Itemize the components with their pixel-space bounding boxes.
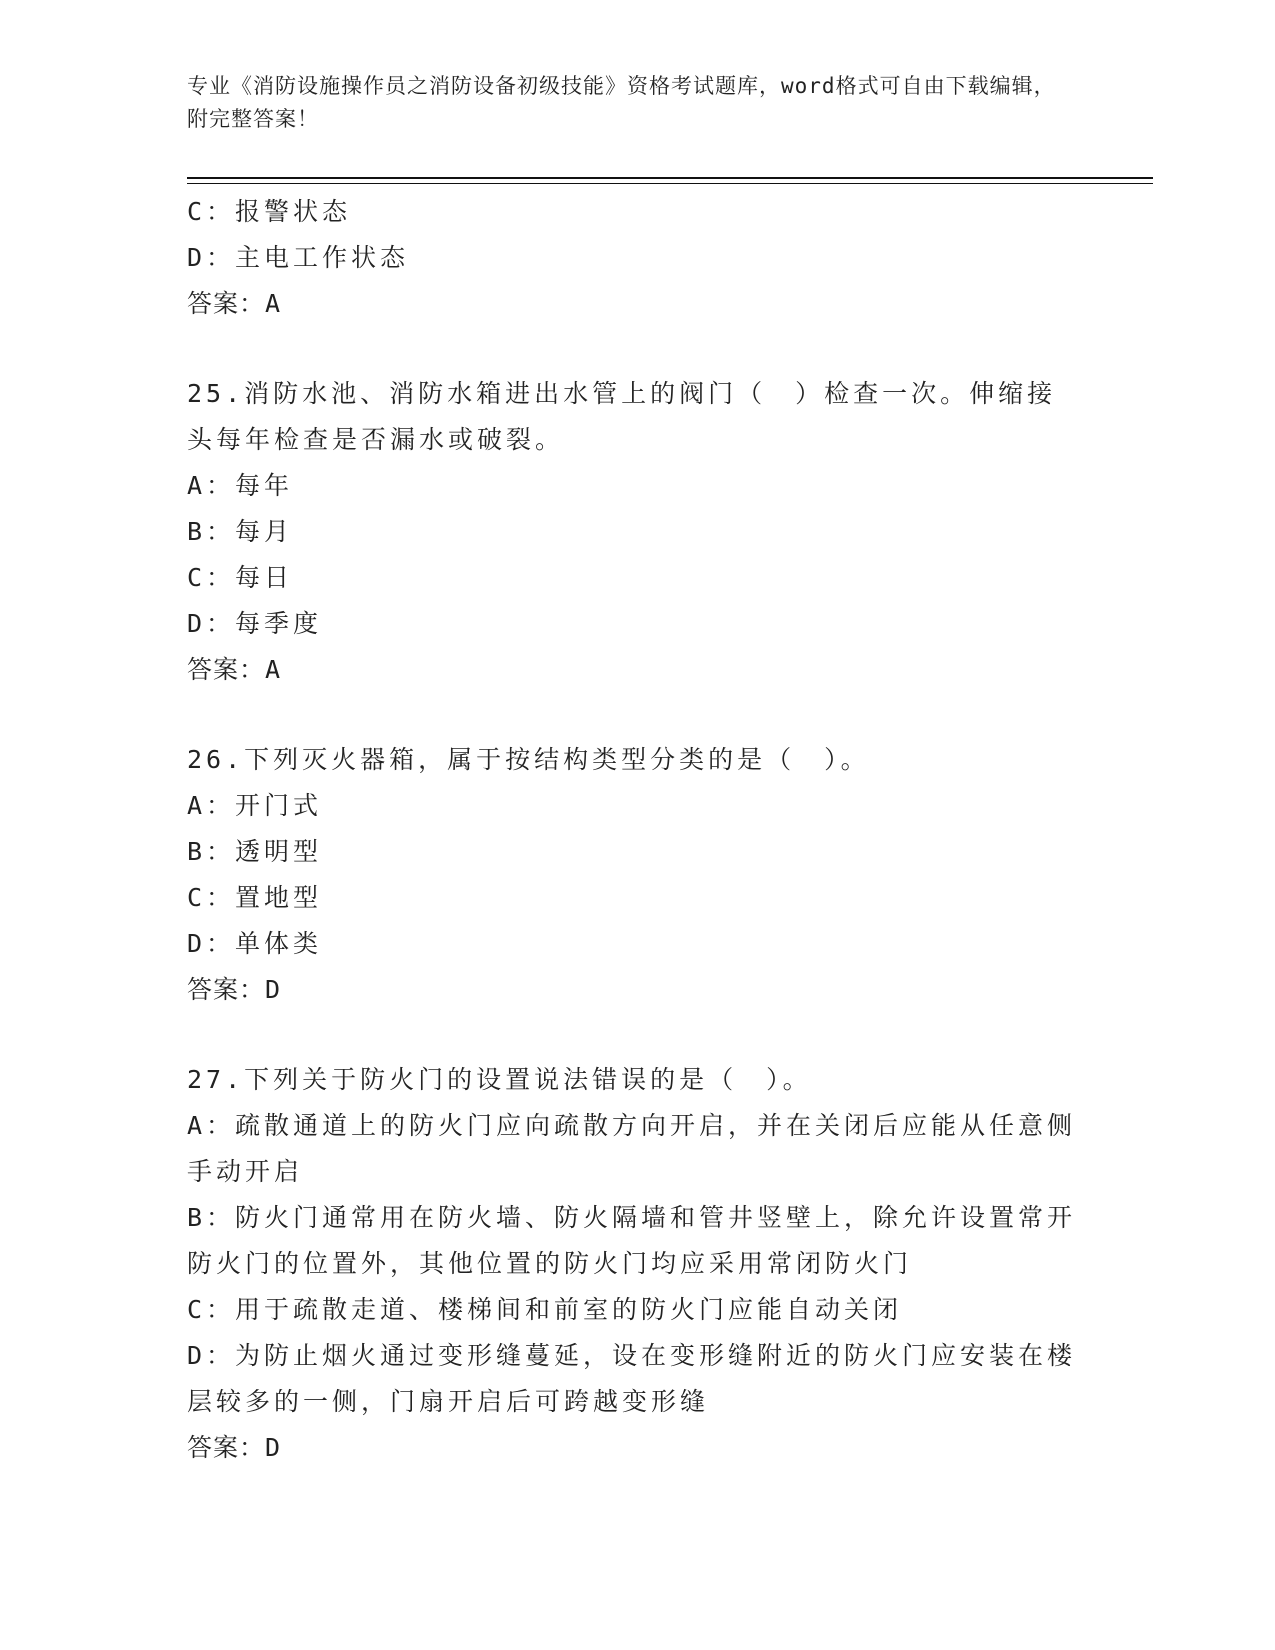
option-a: A：疏散通道上的防火门应向疏散方向开启，并在关闭后应能从任意侧手动开启 xyxy=(187,1111,1077,1186)
option-d: D：单体类 xyxy=(187,929,323,958)
header-divider-thick xyxy=(187,177,1153,179)
question-27 xyxy=(187,1057,1077,1471)
header-divider-thin xyxy=(187,183,1153,184)
option-a: A：开门式 xyxy=(187,791,323,820)
question-text: 25.消防水池、消防水箱进出水管上的阀门（ ）检查一次。伸缩接头每年检查是否漏水或破裂。 xyxy=(187,379,1057,454)
question-text: 27.下列关于防火门的设置说法错误的是（ ）。 xyxy=(187,1065,812,1094)
spacer xyxy=(187,327,1077,371)
answer: 答案：D xyxy=(187,1433,282,1462)
answer: 答案：D xyxy=(187,975,282,1004)
question-26 xyxy=(187,737,1077,1013)
question-text: 26.下列灭火器箱，属于按结构类型分类的是（ ）。 xyxy=(187,745,870,774)
option-d: D：主电工作状态 xyxy=(187,243,410,272)
option-a: A：每年 xyxy=(187,471,294,500)
option-d: D：为防止烟火通过变形缝蔓延，设在变形缝附近的防火门应安装在楼层较多的一侧，门扇开启后可跨越变形缝 xyxy=(187,1341,1077,1416)
option-c: C：每日 xyxy=(187,563,294,592)
spacer xyxy=(187,693,1077,737)
option-b: B：透明型 xyxy=(187,837,323,866)
option-c: C：报警状态 xyxy=(187,197,352,226)
spacer xyxy=(187,1013,1077,1057)
option-d: D：每季度 xyxy=(187,609,323,638)
question-25 xyxy=(187,371,1077,693)
question-list xyxy=(187,189,1077,1471)
option-b: B：防火门通常用在防火墙、防火隔墙和管井竖壁上，除允许设置常开防火门的位置外，其他位置的防火门均应采用常闭防火门 xyxy=(187,1203,1077,1278)
document-header: 专业《消防设施操作员之消防设备初级技能》资格考试题库，word格式可自由下载编辑，附完整答案！ xyxy=(187,74,1056,131)
answer: 答案：A xyxy=(187,655,282,684)
option-c: C：用于疏散走道、楼梯间和前室的防火门应能自动关闭 xyxy=(187,1295,903,1324)
option-b: B：每月 xyxy=(187,517,294,546)
carryover-question xyxy=(187,189,1077,327)
answer: 答案：A xyxy=(187,289,282,318)
option-c: C：置地型 xyxy=(187,883,323,912)
